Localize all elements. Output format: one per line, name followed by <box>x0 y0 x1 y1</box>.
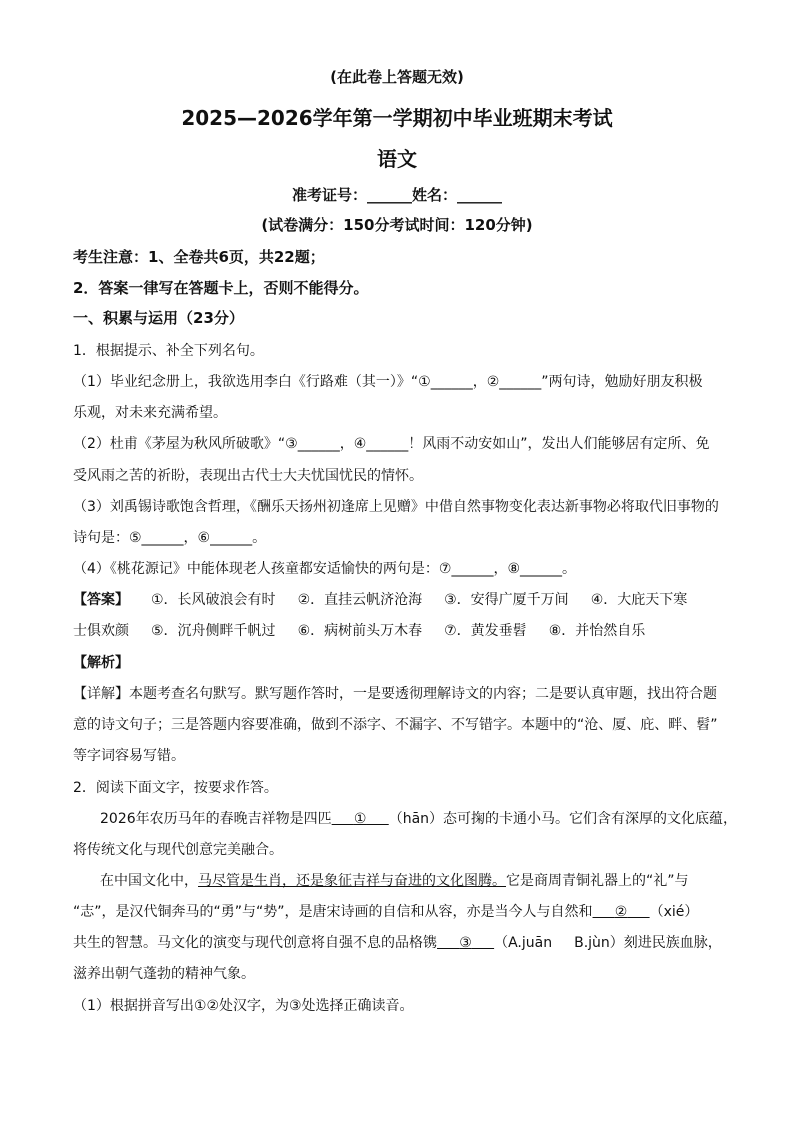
detail-line-3: 等字词容易写错。 <box>73 748 185 764</box>
text: 它是商周青铜礼器上的“礼”与 <box>506 873 689 889</box>
q1-part4: （4）《桃花源记》中能体现老人孩童都安适愉快的两句是：⑦______，⑧______。 <box>73 561 577 577</box>
blank-1 <box>332 811 389 827</box>
q1-part1-line-1: （1）毕业纪念册上，我欲选用李白《行路难（其一）》“①______，②______”两句诗，勉励好朋友积极 <box>73 374 703 390</box>
score-time: (试卷满分：150分考试时间：120分钟) <box>261 216 533 234</box>
text: （xié） <box>649 904 699 920</box>
text: 共生的智慧。马文化的演变与现代创意将自强不息的品格镌 <box>73 935 437 951</box>
text: “志”，是汉代铜奔马的“勇”与“势”，是唐宋诗画的自信和从容，亦是当今人与自然和 <box>73 904 593 920</box>
notice-line-2: 2．答案一律写在答题卡上，否则不能得分。 <box>73 279 369 297</box>
text: 2026年农历马年的春晚吉祥物是四匹 <box>100 811 332 827</box>
blank-1-marker: ① <box>353 811 367 827</box>
notice-line-1: 考生注意：1、全卷共6页，共22题； <box>73 248 325 266</box>
exam-title: 2025—2026学年第一学期初中毕业班期末考试 <box>181 106 613 130</box>
section-heading: 一、积累与运用（23分） <box>73 309 244 327</box>
q2-stem: 2．阅读下面文字，按要求作答。 <box>73 780 278 796</box>
q2-para2-line-4: 滋养出朝气蓬勃的精神气象。 <box>73 966 255 982</box>
analysis-label: 【解析】 <box>73 655 129 671</box>
q1-part1-line-2: 乐观，对未来充满希望。 <box>73 405 227 421</box>
blank-2 <box>593 904 650 920</box>
answer-item: ⑦．黄发垂髫 <box>444 623 527 639</box>
text: 在中国文化中， <box>100 873 198 889</box>
answer-item: 士俱欢颜 <box>73 623 129 639</box>
q2-para1-line-2: 将传统文化与现代创意完美融合。 <box>73 842 283 858</box>
candidate-info: 准考证号：______姓名：______ <box>291 186 502 204</box>
answer-item: ②．直挂云帆济沧海 <box>297 592 423 608</box>
option-b: B.jùn）刻进民族血脉， <box>574 935 722 951</box>
answer-item: ③．安得广厦千万间 <box>444 592 569 608</box>
answer-item: ⑥．病树前头万木春 <box>297 623 423 639</box>
blank-2-marker: ② <box>614 904 628 920</box>
text: （hān）态可掬的卡通小马。它们含有深厚的文化底蕴， <box>388 811 738 827</box>
answer-item: ⑤．沉舟侧畔千帆过 <box>151 623 276 639</box>
q2-para2-line-3 <box>73 932 722 952</box>
answer-item: ⑧．并怡然自乐 <box>548 623 646 639</box>
q1-part3-line-1: （3）刘禹锡诗歌饱含哲理，《酬乐天扬州初逢席上见赠》中借自然事物变化表达新事物必将取代旧事物的 <box>73 499 719 515</box>
detail-line-2: 意的诗文句子；三是答题内容要准确，做到不添字、不漏字、不写错字。本题中的“沧、厦、庇、畔、髫” <box>73 717 718 733</box>
q1-part3-line-2: 诗句是：⑤______，⑥______。 <box>73 530 267 546</box>
q2-para2-line-2 <box>73 901 698 921</box>
detail-line-1: 【详解】本题考查名句默写。默写题作答时，一是要透彻理解诗文的内容；二是要认真审题，找出符合题 <box>73 686 717 702</box>
q2-para1-line-1 <box>100 808 737 828</box>
q1-stem: 1．根据提示、补全下列名句。 <box>73 343 264 359</box>
q2-sub1: （1）根据拼音写出①②处汉字，为③处选择正确读音。 <box>73 998 414 1014</box>
answer-item: ①．长风破浪会有时 <box>151 592 276 608</box>
q1-answer-line-1 <box>73 589 687 609</box>
option-a: （A.juān <box>494 935 553 951</box>
q1-part2-line-1: （2）杜甫《茅屋为秋风所破歌》“③______，④______！风雨不动安如山”，发出人们能够居有定所、免 <box>73 436 710 452</box>
invalid-note: (在此卷上答题无效) <box>330 68 464 86</box>
subject-title: 语文 <box>377 147 417 171</box>
q1-answer-line-2 <box>73 620 645 640</box>
q1-part2-line-2: 受风雨之苦的祈盼，表现出古代士大夫忧国忧民的情怀。 <box>73 468 423 484</box>
answer-label: 【答案】 <box>73 592 129 608</box>
answer-item: ④．大庇天下寒 <box>590 592 688 608</box>
q2-para2-line-1 <box>100 870 689 890</box>
blank-3-marker: ③ <box>459 935 472 951</box>
underlined-sentence: 马尽管是生肖，还是象征吉祥与奋进的文化图腾。 <box>198 873 506 889</box>
blank-3 <box>437 935 494 951</box>
